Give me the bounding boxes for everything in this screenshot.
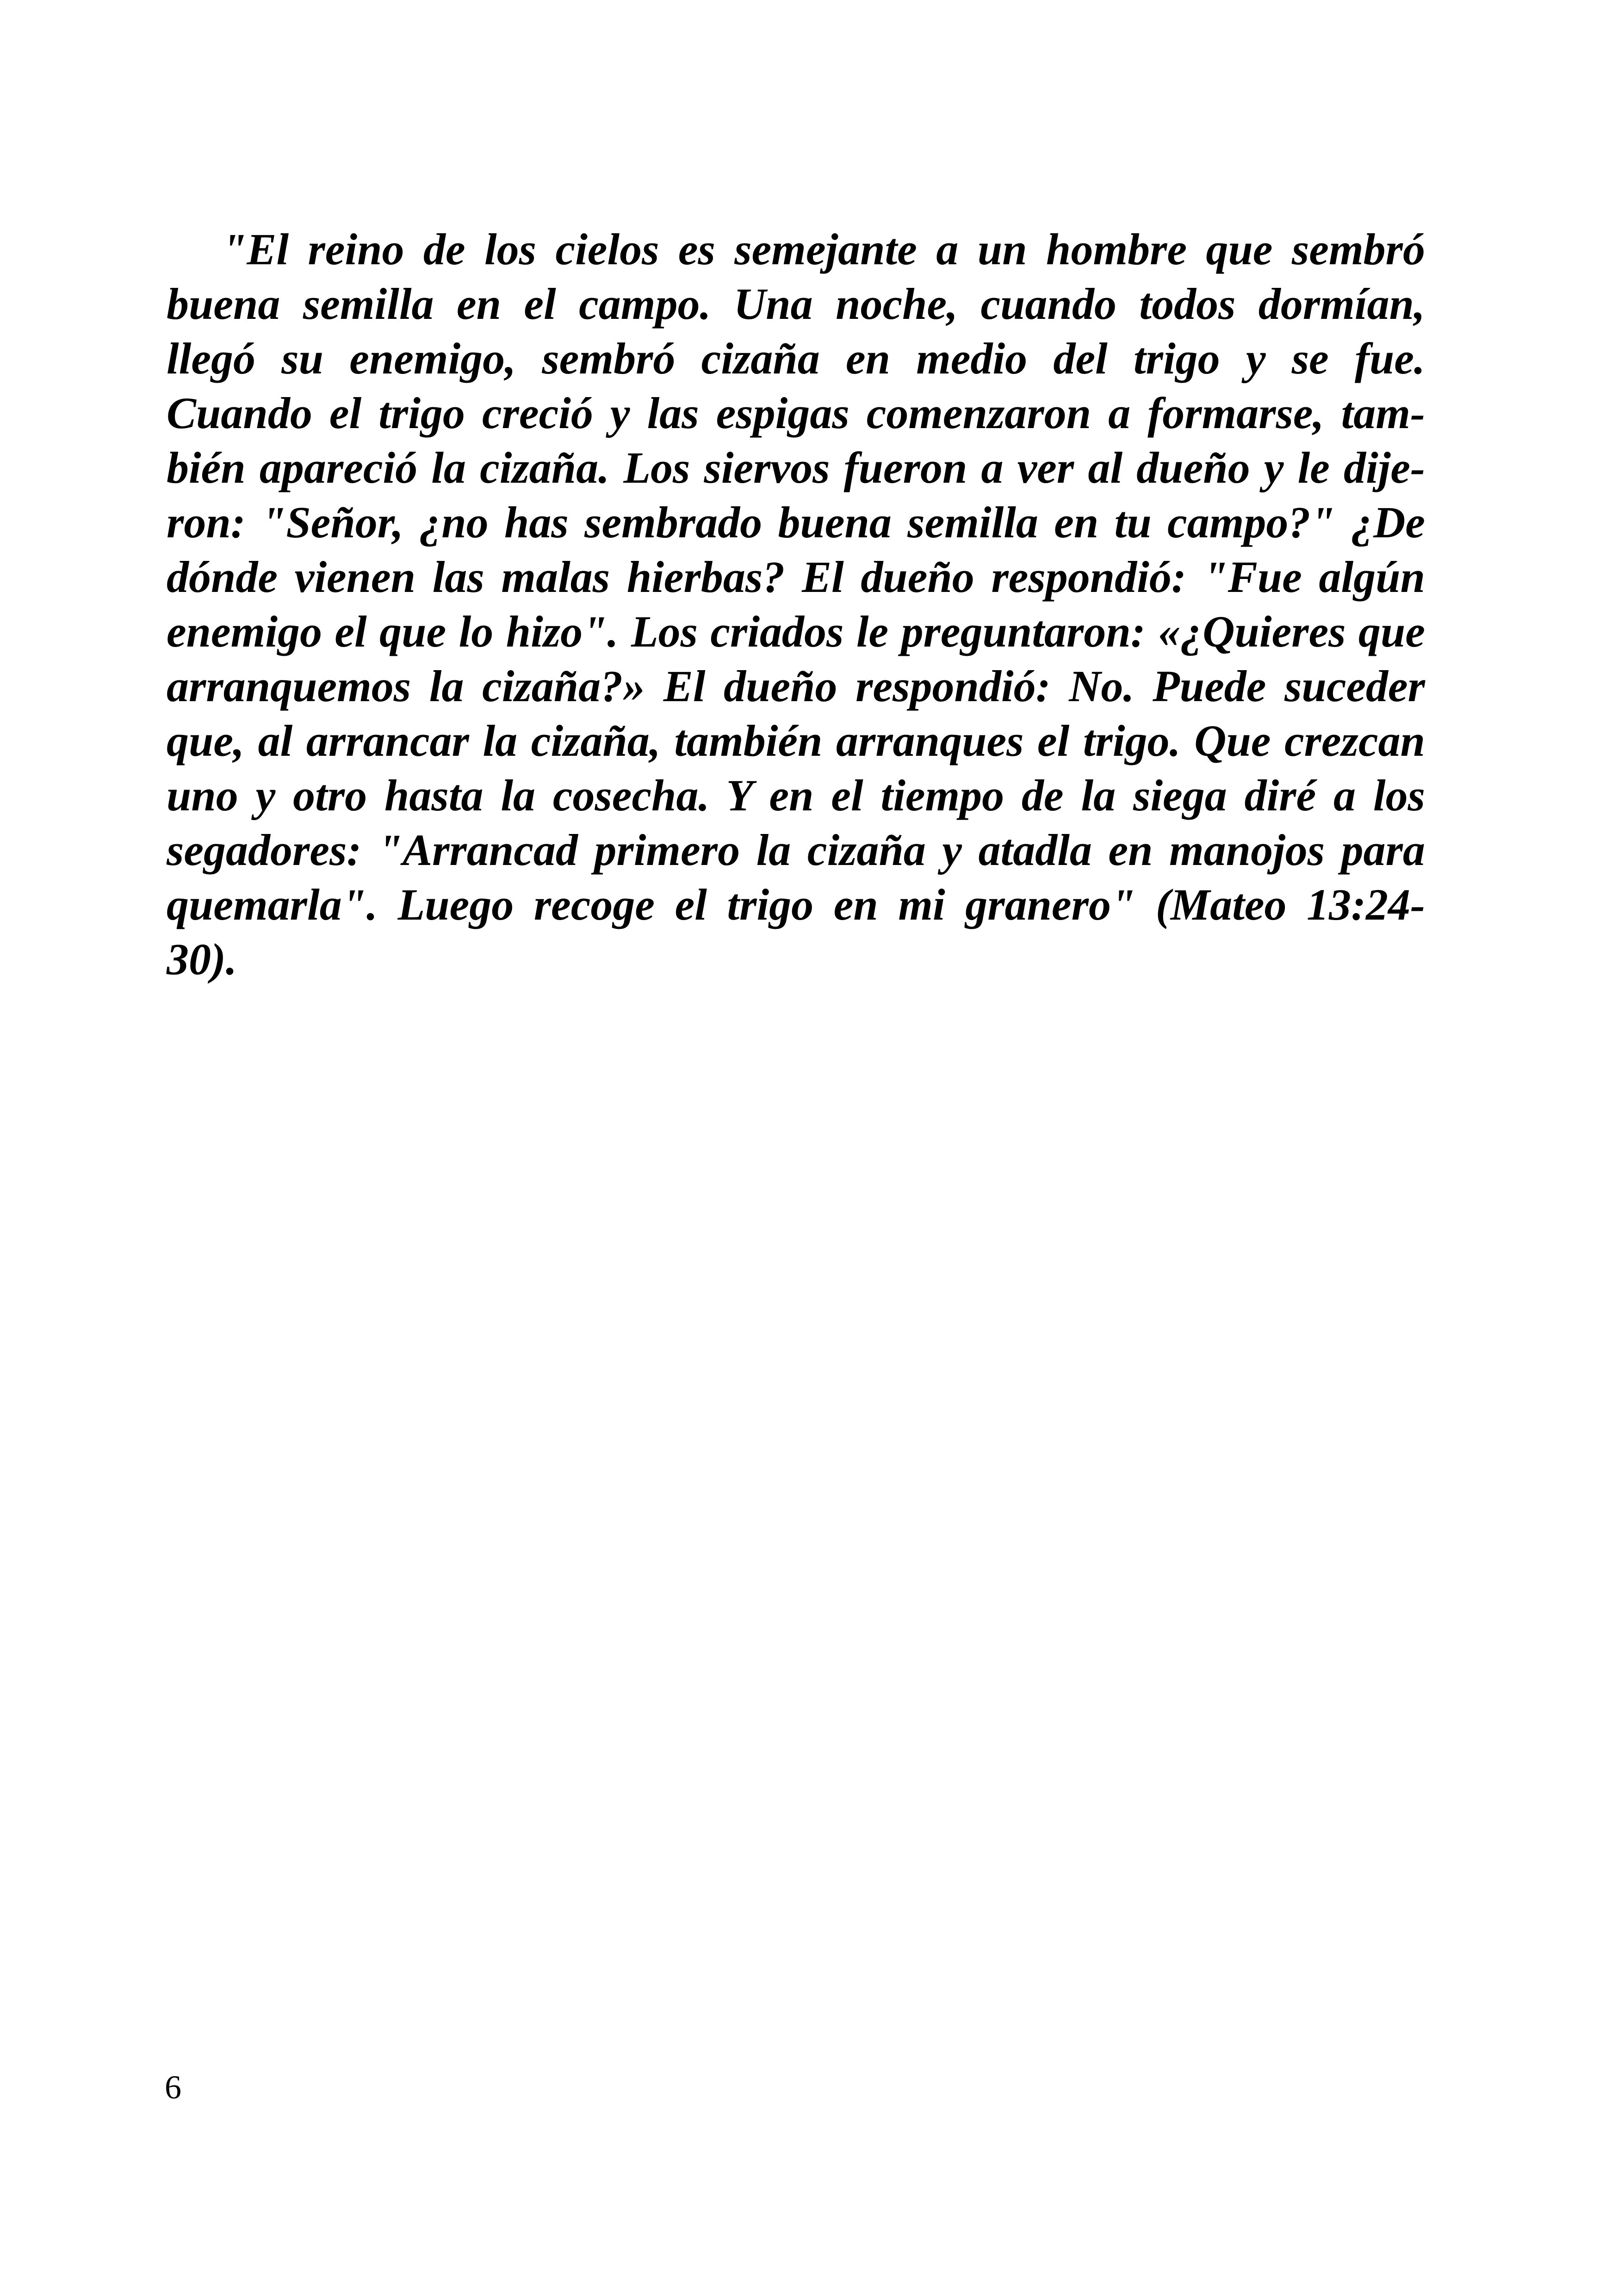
passage-line: enemigo el que lo hizo". Los criados le preguntaron: «¿Quieres que [167, 607, 1425, 656]
passage-line: uno y otro hasta la cosecha. Y en el tiempo de la siega diré a los [167, 771, 1425, 820]
passage-line: ron: "Señor, ¿no has sembrado buena semilla en tu campo?" ¿De [167, 498, 1425, 547]
passage-line: buena semilla en el campo. Una noche, cuando todos dormían, [167, 279, 1425, 329]
passage-line: Cuando el trigo creció y las espigas comenzaron a formarse, tam- [167, 388, 1425, 438]
page-number: 6 [165, 2069, 181, 2106]
passage-line: llegó su enemigo, sembró cizaña en medio del trigo y se fue. [167, 334, 1425, 383]
passage-line: que, al arrancar la cizaña, también arranques el trigo. Que crezcan [167, 716, 1425, 765]
passage-line: "El reino de los cielos es semejante a un hombre que sembró [222, 224, 1425, 274]
scripture-passage [167, 222, 1425, 987]
passage-line: 30). [167, 934, 237, 984]
passage-line: bién apareció la cizaña. Los siervos fueron a ver al dueño y le dije- [167, 443, 1425, 492]
passage-line: arranquemos la cizaña?» El dueño respondió: No. Puede suceder [167, 661, 1425, 711]
passage-line: quemarla". Luego recoge el trigo en mi granero" (Mateo 13:24- [167, 880, 1425, 929]
passage-line: segadores: "Arrancad primero la cizaña y atadla en manojos para [167, 825, 1425, 875]
passage-line: dónde vienen las malas hierbas? El dueño respondió: "Fue algún [167, 552, 1425, 602]
